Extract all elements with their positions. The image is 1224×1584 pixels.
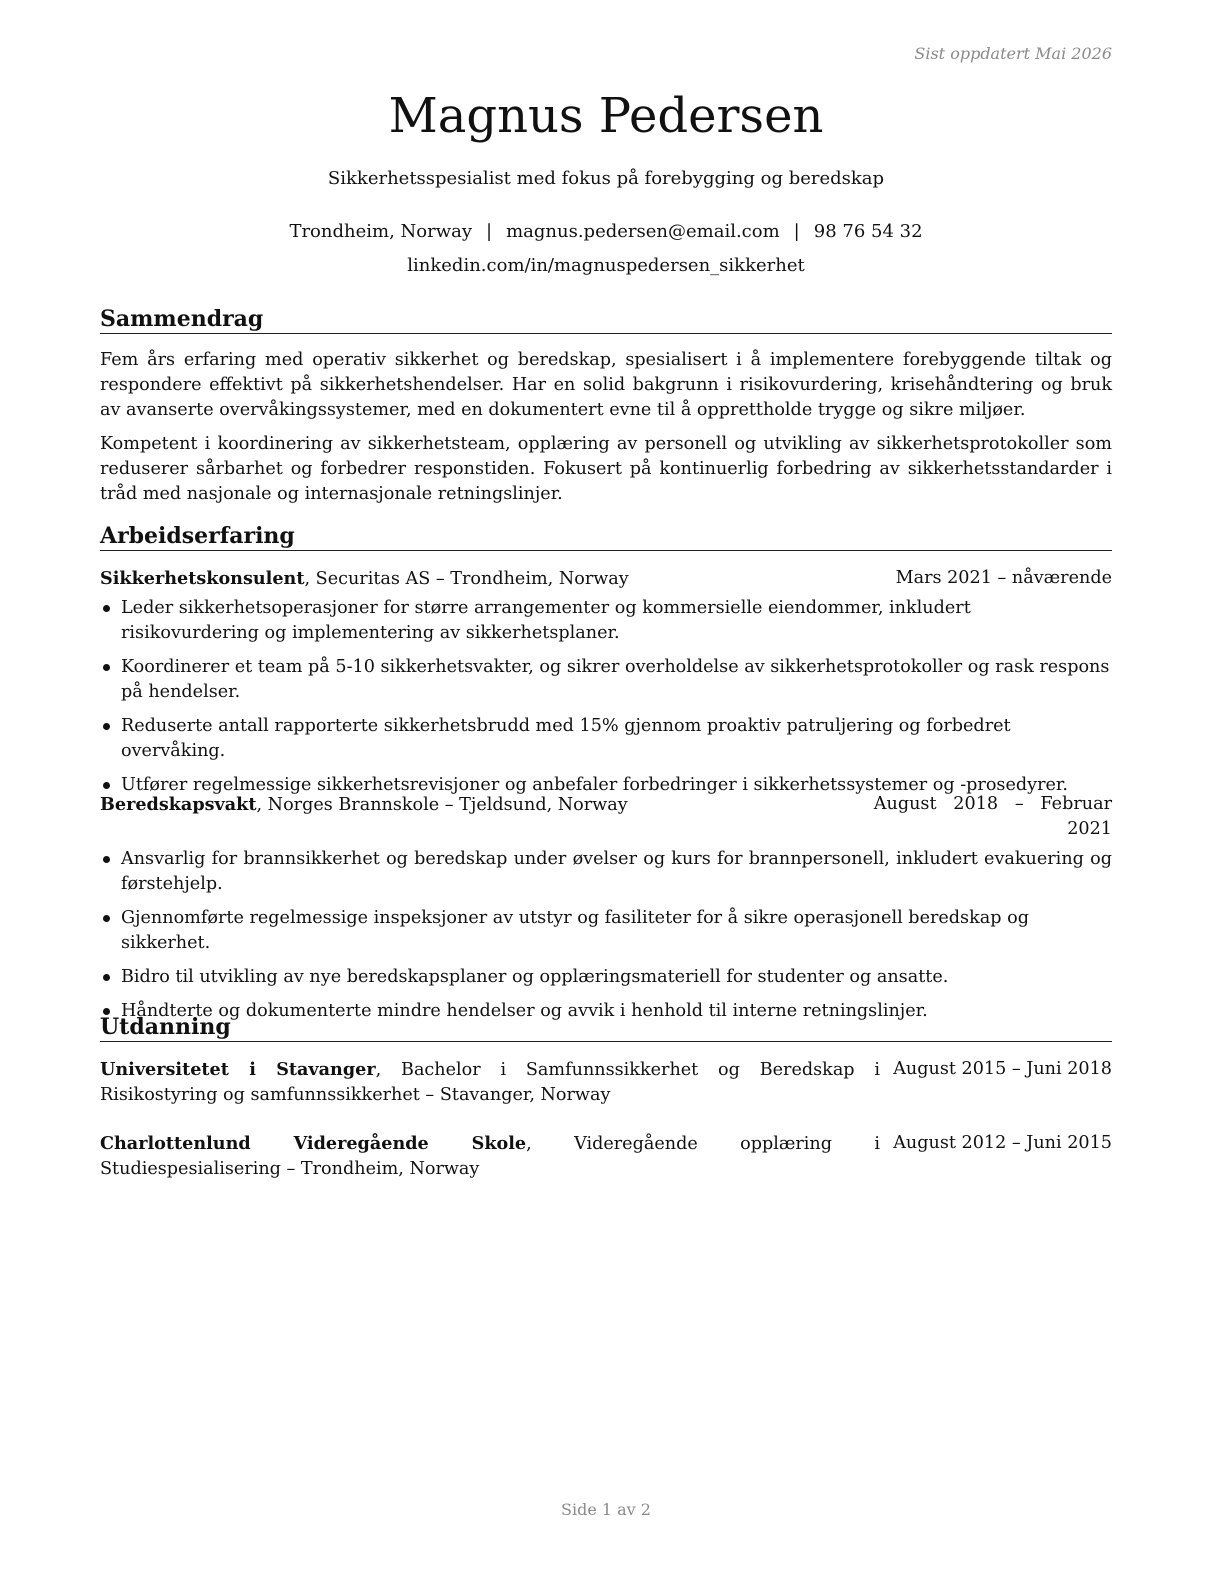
summary-paragraph: Fem års erfaring med operativ sikkerhet og beredskap, spesialisert i å implementere forebyggende tiltak og respondere effektivt på sikkerhetshendelser. Har en solid bakgrunn i risikovurdering, krisehåndtering og bruk av avanserte overvåkingssystemer, med en dokumentert evne til å opprettholde trygge og sikre miljøer. xyxy=(100,350,1112,420)
job-bullets xyxy=(100,847,1112,1033)
bullet-icon xyxy=(103,915,110,922)
phone: 98 76 54 32 xyxy=(813,221,923,242)
separator: | xyxy=(793,221,800,242)
tagline: Sikkerhetsspesialist med fokus på forebygging og beredskap xyxy=(327,168,885,189)
bullet-icon xyxy=(103,974,110,981)
list-item: Koordinerer et team på 5-10 sikkerhetsvakter, og sikrer overholdelse av sikkerhetsprotokoller og rask respons på hendelser. xyxy=(100,655,1112,705)
page-number: Side 1 av 2 xyxy=(561,1500,651,1519)
school-name: Universitetet i Stavanger xyxy=(100,1059,376,1080)
list-item: Utfører regelmessige sikkerhetsrevisjoner og anbefaler forbedringer i sikkerhetssystemer og -prosedyrer. xyxy=(100,773,1112,798)
degree-details: , Bachelor i Samfunnssikkerhet og Beredskap i Risikostyring og samfunnssikkerhet – Stavanger, Norway xyxy=(100,1060,880,1105)
section-heading-education: Utdanning xyxy=(100,1013,1112,1042)
section-heading-experience: Arbeidserfaring xyxy=(100,522,1112,551)
last-updated: Sist oppdatert Mai 2026 xyxy=(914,44,1112,63)
contact-line xyxy=(100,219,1112,245)
education-dates: August 2012 – Juni 2015 xyxy=(893,1133,1112,1153)
separator: | xyxy=(486,221,493,242)
job-dates: Mars 2021 – nåværende xyxy=(895,568,1112,588)
list-item: Leder sikkerhetsoperasjoner for større arrangementer og kommersielle eiendommer, inkludert risikovurdering og implementering av sikkerhetsplaner. xyxy=(100,596,1112,646)
job-title: Sikkerhetskonsulent xyxy=(100,568,305,589)
list-item: Bidro til utvikling av nye beredskapsplaner og opplæringsmateriell for studenter og ansatte. xyxy=(100,965,1112,990)
resume-page xyxy=(100,0,1112,1584)
list-item: Reduserte antall rapporterte sikkerhetsbrudd med 15% gjennom proaktiv patruljering og forbedret overvåking. xyxy=(100,714,1112,764)
education-dates: August 2015 – Juni 2018 xyxy=(893,1059,1112,1079)
degree-details: , Videregående opplæring i Studiespesialisering – Trondheim, Norway xyxy=(100,1134,880,1179)
education-entry xyxy=(100,1131,1112,1182)
location: Trondheim, Norway xyxy=(289,221,473,242)
list-item: Ansvarlig for brannsikkerhet og beredskap under øvelser og kurs for brannpersonell, inkludert evakuering og førstehjelp. xyxy=(100,847,1112,897)
bullet-icon xyxy=(103,782,110,789)
candidate-name: Magnus Pedersen xyxy=(388,88,824,144)
job-employer: , Securitas AS – Trondheim, Norway xyxy=(304,569,629,589)
job-header xyxy=(100,792,1112,842)
list-item: Gjennomførte regelmessige inspeksjoner av utstyr og fasiliteter for å sikre operasjonell beredskap og sikkerhet. xyxy=(100,906,1112,956)
education-text xyxy=(100,1057,880,1108)
bullet-icon xyxy=(103,856,110,863)
email-link[interactable]: magnus.pedersen@email.com xyxy=(506,221,780,242)
bullet-icon xyxy=(103,723,110,730)
education-entry xyxy=(100,1057,1112,1108)
bullet-icon xyxy=(103,605,110,612)
education-text xyxy=(100,1131,880,1182)
job-dates: August 2018 – Februar 2021 xyxy=(873,794,1112,839)
school-name: Charlottenlund Videregående Skole xyxy=(100,1133,527,1154)
bullet-icon xyxy=(103,664,110,671)
linkedin-link[interactable]: linkedin.com/in/magnuspedersen_sikkerhet xyxy=(407,255,805,276)
job-employer: , Norges Brannskole – Tjeldsund, Norway xyxy=(256,795,628,815)
job-bullets xyxy=(100,596,1112,807)
summary-paragraph: Kompetent i koordinering av sikkerhetsteam, opplæring av personell og utvikling av sikkerhetsprotokoller som reduserer sårbarhet og forbedrer responstiden. Fokusert på kontinuerlig forbedring av sikkerhetsstandarder i tråd med nasjonale og internasjonale retningslinjer. xyxy=(100,434,1112,504)
job-title: Beredskapsvakt xyxy=(100,794,257,815)
section-heading-summary: Sammendrag xyxy=(100,305,1112,334)
list-item: Håndterte og dokumenterte mindre hendelser og avvik i henhold til interne retningslinjer. xyxy=(100,999,1112,1024)
job-title-line xyxy=(100,792,628,818)
job-header xyxy=(100,566,1112,591)
job-title-line xyxy=(100,566,629,592)
